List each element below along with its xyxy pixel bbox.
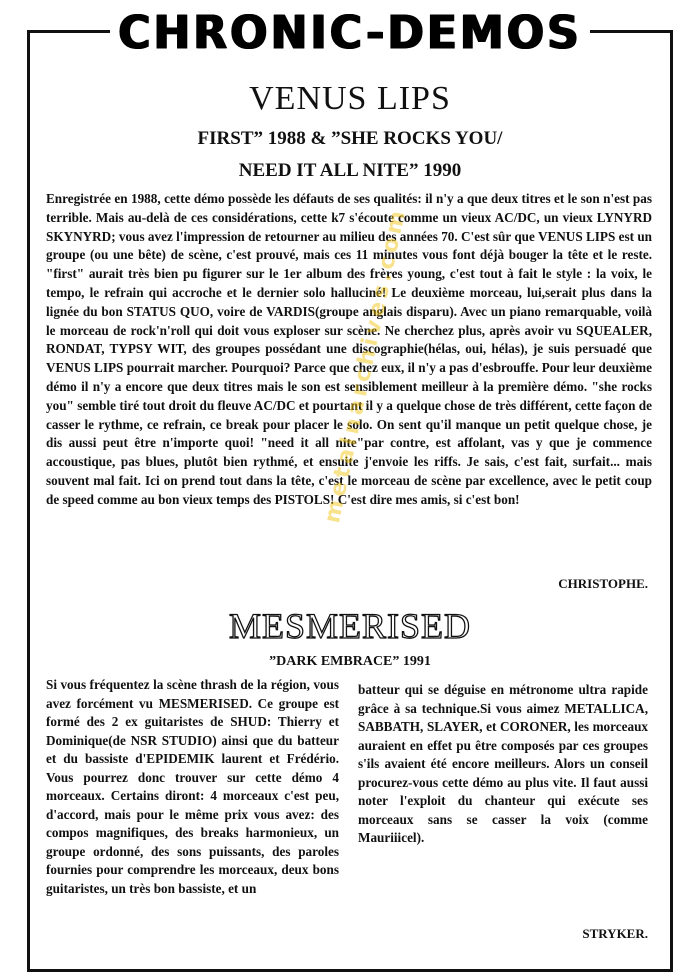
review2-band-title <box>0 605 700 647</box>
review1-band-title: VENUS LIPS <box>249 80 451 117</box>
review1-author: CHRISTOPHE. <box>558 576 648 591</box>
review2-band-name: MESMERISED <box>228 606 472 646</box>
masthead <box>0 8 700 59</box>
review2-author: STRYKER. <box>582 926 648 941</box>
review1-subtitle-line2: NEED IT ALL NITE” 1990 <box>238 160 462 181</box>
watermark-text: metalnarchives.com <box>320 204 412 526</box>
review1-subtitle-line1: FIRST” 1988 & ”SHE ROCKS YOU/ <box>197 128 503 149</box>
masthead-title: CHRONIC-DEMOS <box>110 7 590 61</box>
review2-subtitle: ”DARK EMBRACE” 1991 <box>269 654 431 669</box>
review2-column-right: batteur qui se déguise en métronome ultra rapide grâce à sa technique.Si vous aimez METALLICA, SABBATH, SLAYER, et CORONER, les morceaux auraient en effet pu être composés par ces groupes s'ils avaient été encore meilleurs. Alors un conseil procurez-vous cette démo au plus vite. Il faut aussi noter l'exploit du chanteur qui exécute ses morceaux sans se casser la voix (comme Mauriiicel). <box>358 682 648 845</box>
review1-body: Enregistrée en 1988, cette démo possède les défauts de ses qualités: il n'y a que deux titres et le son n'est pas terrible. Mais au-delà de ces considérations, cette k7 s'écoute comme un vieux AC/DC, un vieux LYNYRD SKYNYRD; vous avez l'impression de retourner au milieu des années 70. C'est sûr que VENUS LIPS est un groupe (ou une bête) de scène, c'est prouvé, mais ces 11 minutes vous font déjà bouger la tête et le reste. "first" aurait très bien pu figurer sur le 1er album des frères young, c'est tout à fait le style : la voix, le tempo, le refrain qui accroche et le dernier solo halluciné! Le deuxième morceau, lui,serait plus dans la lignée du bon STATUS QUO, voire de VARDIS(groupe anglais disparu). Avec un piano remarquable, voilà le morceau de rock'n'roll qui doit vous exploser sur scène. Ne cherchez plus, après avoir vu SQUEALER, RONDAT, TYPSY WIT, des groupes possédant une discographie(hélas, oui, hélas), je suis persuadé que VENUS LIPS pourrait marcher. Pourquoi? Parce que chez eux, il n'y a pas d'esbrouffe. Pour leur deuxième démo il n'y a encore que deux titres mais le son est sensiblement meilleur à la première démo. "she rocks you" semble tiré tout droit du fleuve AC/DC et pourtant il y a quelque chose de très différent, cette façon de casser le rythme, ce refrain, ce break pour placer le solo. On sent qu'il manque un petit quelque chose, je dis aussi peut être n'importe quoi! "need it all nite"par contre, est affolant, vas y que je commence accoustique, pas blues, plutôt bien rythmé, et ensuite j'envoie les riffs. Je sais, c'est fait, surfait... mais souvent mal fait. Ici on prend tout dans la tête, c'est le morceau de scène par excellence, avec le petit coup de speed comme au bon vieux temps des PISTOLS! C'est dire mes amis, si c'est bon! <box>46 191 652 507</box>
review2-column-left: Si vous fréquentez la scène thrash de la région, vous avez forcément vu MESMERISED. Ce groupe est formé des 2 ex guitaristes de SHUD: Thierry et Dominique(de NSR STUDIO) ainsi que du batteur et du bassiste d'EPIDEMIK laurent et Frédério. Vous pourrez donc trouver sur cette démo 4 morceaux. Certains diront: 4 morceaux c'est peu, d'accord, mais pour le même prix vous avez: des compos magnifiques, des breaks harmonieux, un groupe ordonné, des sons puissants, des paroles fournies pour comprendre les morceaux, deux bons guitaristes, un très bon bassiste, et un <box>46 677 339 896</box>
